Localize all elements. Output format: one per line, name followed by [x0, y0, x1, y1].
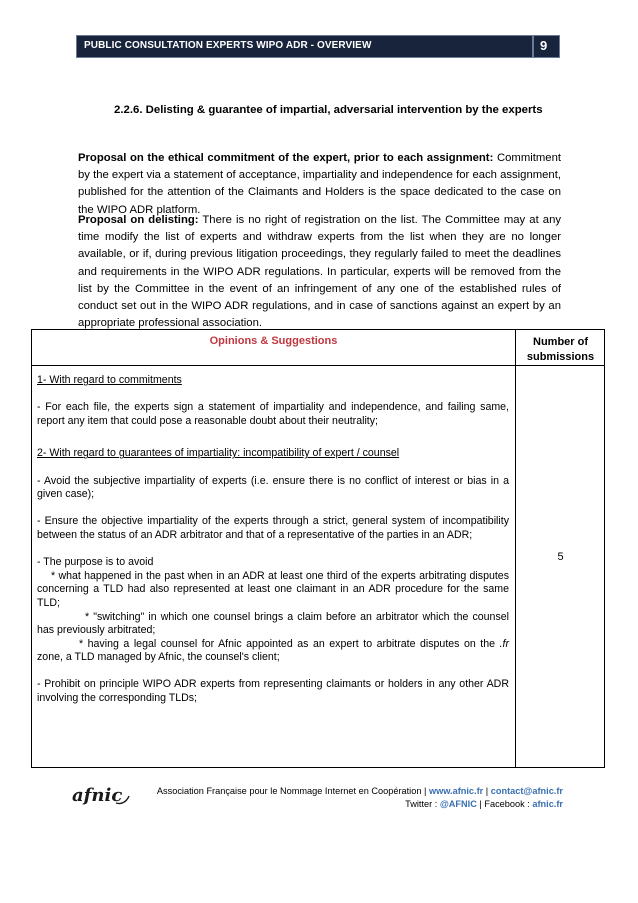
footer-twitter-link[interactable]: @AFNIC: [439, 799, 477, 809]
ethical-proposal-label: Proposal on the ethical commitment of the expert, prior to each assignment:: [78, 152, 494, 164]
ethical-proposal-paragraph: [78, 150, 561, 219]
delisting-proposal-label: Proposal on delisting:: [78, 214, 199, 226]
table-heading-impartiality: 2- With regard to guarantees of impartiality: incompatibility of expert / counsel: [37, 447, 400, 460]
opinions-table: [31, 329, 605, 768]
footer-email-link[interactable]: contact@afnic.fr: [490, 786, 563, 796]
page-header: [76, 35, 560, 58]
delisting-proposal-text: There is no right of registration on the list. The Committee may at any time modify the list of experts and withdraw experts from the list when they are no longer available, or if, during previous litigation proceedings, they regularly failed to meet the deadlines and requirements in the WIPO ADR regulations. In particular, experts will be removed from the list by the Committee in the event of an infringement of any one of the established rules of conduct set out in the WIPO ADR regulations, and in case of sanctions against an expert by an appropriate professional association.: [78, 214, 562, 330]
footer-facebook-label: | Facebook :: [476, 799, 533, 809]
column-header-number: Number of submissions: [526, 336, 595, 363]
afnic-logo: [70, 784, 130, 806]
footer-social-line: [138, 798, 563, 810]
list-item: - Ensure the objective impartiality of the experts through a strict, general system of incompatibility between the status of an ADR arbitrator and that of a representative of the parties in an ADR;: [37, 515, 509, 541]
list-item: - The purpose is to avoid: [37, 556, 154, 569]
footer-twitter-label: Twitter :: [405, 799, 440, 809]
footer-facebook-link[interactable]: afnic.fr: [532, 799, 563, 809]
list-item: - For each file, the experts sign a statement of impartiality and independence, and failing same, report any item that could pose a reasonable doubt about their neutrality;: [37, 401, 509, 427]
footer-contact-line: [138, 785, 563, 797]
footer-website-link[interactable]: www.afnic.fr: [428, 786, 484, 796]
opinions-cell: [37, 374, 509, 706]
subitem-text-end: zone, a TLD managed by Afnic, the counsel's client;: [37, 651, 280, 664]
subitem-text: * having a legal counsel for Afnic appointed as an expert to arbitrate disputes on the: [79, 637, 496, 650]
header-title: PUBLIC CONSULTATION EXPERTS WIPO ADR - OVERVIEW: [84, 40, 372, 51]
section-heading: 2.2.6. Delisting & guarantee of impartial, adversarial intervention by the experts: [114, 104, 543, 116]
list-item: - Avoid the subjective impartiality of experts (i.e. ensure there is no conflict of interest or bias in a given case);: [37, 474, 509, 501]
delisting-proposal-paragraph: [78, 212, 561, 332]
column-header-opinions: Opinions & Suggestions: [209, 335, 338, 347]
header-divider: [532, 36, 534, 57]
ethical-proposal-text: Commitment by the expert via a statement of acceptance, impartiality and independence for each assignment, published for the attention of the Claimants and Holders is the space dedicated to the case on the WIPO ADR platform.: [78, 152, 561, 216]
table-heading-commitments: 1- With regard to commitments: [37, 374, 182, 386]
page-number: 9: [540, 38, 548, 53]
footer-association: Association Française pour le Nommage Internet en Coopération |: [156, 786, 429, 796]
list-subitem: * what happened in the past when in an ADR at least one third of the experts arbitrating disputes concerning a TLD had also represented at least one claimant in an ADR procedure for the same TLD;: [37, 569, 509, 609]
submissions-count: 5: [557, 551, 564, 563]
table-column-divider: [515, 330, 516, 767]
footer-separator: |: [483, 786, 491, 796]
afnic-logo-text: afnic: [72, 785, 123, 806]
fr-zone: .fr: [499, 637, 509, 650]
table-header-divider: [32, 365, 604, 366]
list-item: - Prohibit on principle WIPO ADR experts from representing claimants or holders in any other ADR involving the corresponding TLDs;: [37, 678, 509, 705]
list-subitem: * "switching" in which one counsel brings a claim before an arbitrator which the counsel has previously arbitrated;: [37, 610, 509, 637]
list-subitem: [37, 638, 509, 665]
